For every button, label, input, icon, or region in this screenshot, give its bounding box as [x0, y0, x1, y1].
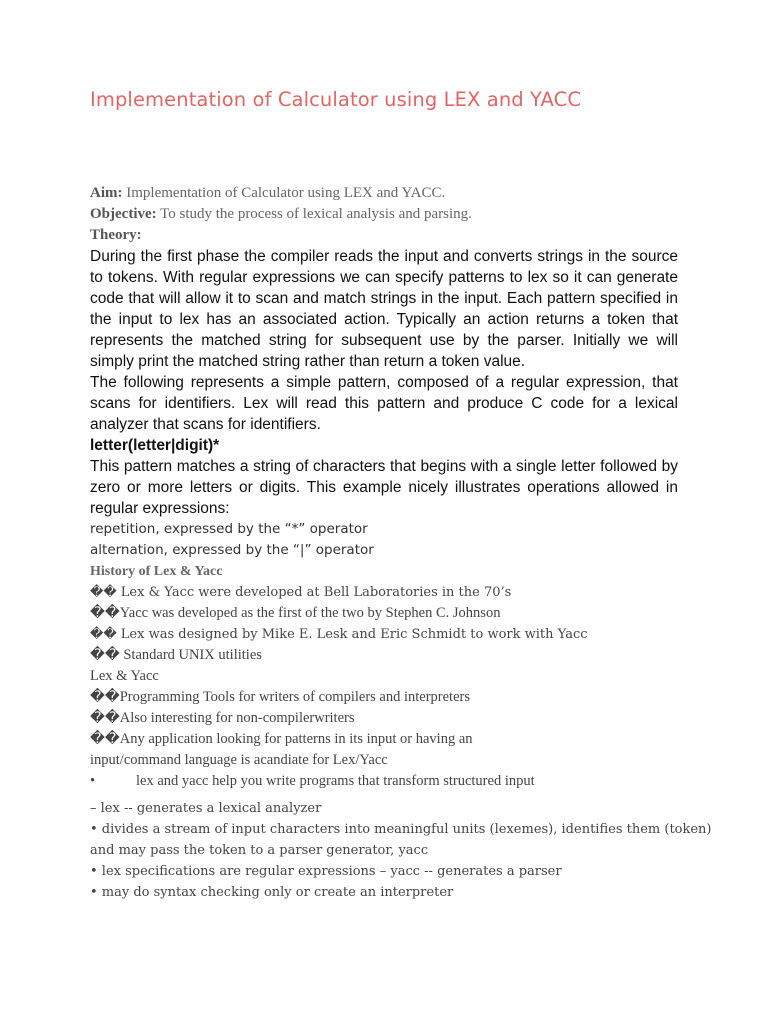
- history-item: ��Yacc was developed as the first of the two by Stephen C. Johnson: [90, 605, 501, 621]
- theory-line: [90, 225, 678, 246]
- lexyacc-item: ��Also interesting for non-compilerwriters: [90, 710, 355, 726]
- tail-line: • may do syntax checking only or create an interpreter: [90, 885, 454, 900]
- history-heading: History of Lex & Yacc: [90, 564, 223, 579]
- objective-line: [90, 204, 678, 225]
- tail-line: – lex -- generates a lexical analyzer: [90, 801, 322, 816]
- operator-alternation: alternation, expressed by the “|” operator: [90, 542, 374, 558]
- history-item: �� Lex was designed by Mike E. Lesk and Eric Schmidt to work with Yacc: [90, 627, 588, 642]
- pattern-example: letter(letter|digit)*: [90, 437, 220, 454]
- theory-paragraph-3: This pattern matches a string of characters that begins with a single letter followed by zero or more letters or digits. This example nicely illustrates operations allowed in regular expressions:: [90, 458, 678, 517]
- tail-line: • lex specifications are regular expressions – yacc -- generates a parser: [90, 864, 562, 879]
- lexyacc-heading: Lex & Yacc: [90, 668, 159, 684]
- bullet-list-item: [90, 771, 678, 792]
- history-item: �� Lex & Yacc were developed at Bell Laboratories in the 70’s: [90, 585, 512, 600]
- theory-label: Theory:: [90, 227, 142, 243]
- objective-label: Objective:: [90, 206, 157, 222]
- bullet-dot: •: [90, 773, 96, 789]
- lexyacc-item: input/command language is acandiate for Lex/Yacc: [90, 752, 388, 768]
- tail-line: and may pass the token to a parser generator, yacc: [90, 843, 429, 858]
- lexyacc-item: ��Programming Tools for writers of compilers and interpreters: [90, 689, 470, 705]
- aim-text: Implementation of Calculator using LEX and YACC.: [122, 185, 446, 201]
- history-item: �� Standard UNIX utilities: [90, 647, 262, 663]
- document-title: Implementation of Calculator using LEX and YACC: [90, 88, 582, 111]
- lexyacc-item: ��Any application looking for patterns in its input or having an: [90, 731, 473, 747]
- bullet-text: lex and yacc help you write programs that transform structured input: [136, 773, 535, 789]
- theory-paragraph-1: During the first phase the compiler reads the input and converts strings in the source to tokens. With regular expressions we can specify patterns to lex so it can generate code that will allow it to scan and match strings in the input. Each pattern specified in the input to lex has an associated action. Typically an action returns a token that represents the matched string for subsequent use by the parser. Initially we will simply print the matched string rather than return a token value.: [90, 248, 678, 370]
- aim-label: Aim:: [90, 185, 123, 201]
- tail-line: • divides a stream of input characters into meaningful units (lexemes), identifies them (token): [90, 822, 712, 837]
- objective-text: To study the process of lexical analysis and parsing.: [156, 206, 472, 222]
- operator-repetition: repetition, expressed by the “*” operator: [90, 521, 368, 537]
- theory-paragraph-2: The following represents a simple pattern, composed of a regular expression, that scans for identifiers. Lex will read this pattern and produce C code for a lexical analyzer that scans for identifiers.: [90, 374, 678, 433]
- aim-line: [90, 183, 678, 204]
- intro-block: [90, 183, 678, 246]
